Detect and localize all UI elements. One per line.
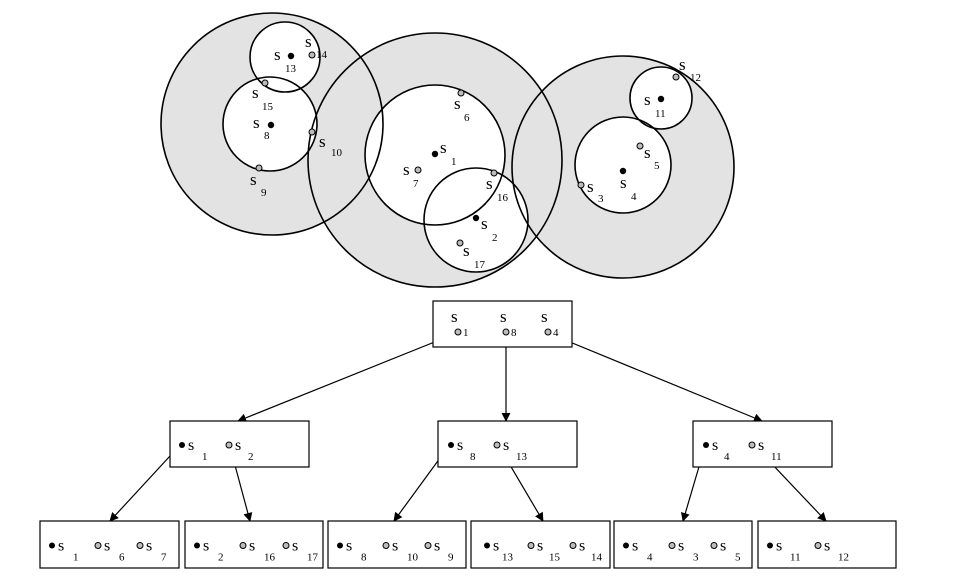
open-point-marker bbox=[262, 80, 268, 86]
node-entry-subscript: 4 bbox=[724, 451, 730, 463]
open-point-marker bbox=[240, 543, 246, 549]
point-label: s bbox=[250, 170, 257, 189]
tree-leaf-L4 bbox=[614, 521, 752, 568]
node-entry-label: s bbox=[503, 437, 510, 454]
tree-root-node bbox=[433, 301, 572, 347]
edge-root-n4 bbox=[548, 333, 762, 421]
point-label: s bbox=[403, 160, 410, 179]
root-entry-label: s bbox=[451, 307, 458, 326]
center-point-marker bbox=[194, 543, 200, 549]
node-entry-label: s bbox=[235, 437, 242, 454]
open-point-marker bbox=[669, 543, 675, 549]
open-point-marker bbox=[455, 329, 461, 335]
point-label: s bbox=[679, 55, 686, 74]
node-entry-label: s bbox=[146, 537, 153, 555]
point-label: s bbox=[252, 83, 259, 102]
point-label: s bbox=[274, 45, 281, 64]
open-point-marker bbox=[494, 442, 500, 448]
node-entry-subscript: 3 bbox=[693, 551, 699, 564]
node-entry-subscript: 2 bbox=[248, 451, 254, 463]
node-entry-subscript: 1 bbox=[73, 551, 79, 564]
node-entry-label: s bbox=[434, 537, 441, 555]
open-point-marker bbox=[256, 165, 262, 171]
point-label-subscript: 2 bbox=[492, 232, 498, 244]
node-entry-subscript: 12 bbox=[838, 551, 849, 564]
node-entry-label: s bbox=[712, 437, 719, 454]
point-label-subscript: 7 bbox=[413, 178, 419, 190]
point-label: s bbox=[644, 90, 651, 109]
center-point-marker bbox=[288, 53, 294, 59]
tree-leaf-L11 bbox=[758, 521, 896, 568]
tree-leaf-L8 bbox=[328, 521, 466, 568]
point-label-subscript: 17 bbox=[474, 259, 485, 271]
node-entry-subscript: 17 bbox=[307, 551, 318, 564]
center-point-marker bbox=[268, 122, 274, 128]
node-entry-subscript: 11 bbox=[790, 551, 801, 564]
open-point-marker bbox=[415, 167, 421, 173]
node-entry-label: s bbox=[579, 537, 586, 555]
center-point-marker bbox=[448, 442, 454, 448]
center-point-marker bbox=[703, 442, 709, 448]
open-point-marker bbox=[383, 543, 389, 549]
point-label: s bbox=[620, 173, 627, 192]
point-label-subscript: 15 bbox=[262, 101, 273, 113]
point-label: s bbox=[440, 138, 447, 157]
open-point-marker bbox=[309, 52, 315, 58]
center-point-marker bbox=[658, 96, 664, 102]
point-label: s bbox=[463, 241, 470, 260]
node-entry-subscript: 4 bbox=[647, 551, 653, 564]
tree-leaf-L2 bbox=[185, 521, 323, 568]
node-entry-subscript: 11 bbox=[771, 451, 782, 463]
open-point-marker bbox=[749, 442, 755, 448]
root-entry-sub: 4 bbox=[553, 327, 559, 339]
node-entry-subscript: 7 bbox=[161, 551, 167, 564]
node-layer bbox=[40, 421, 896, 568]
node-entry-subscript: 5 bbox=[735, 551, 741, 564]
node-entry-label: s bbox=[104, 537, 111, 555]
point-label: s bbox=[319, 132, 326, 151]
point-label-subscript: 14 bbox=[316, 49, 327, 61]
point-label: s bbox=[644, 143, 651, 162]
center-point-marker bbox=[432, 151, 438, 157]
center-point-marker bbox=[484, 543, 490, 549]
node-entry-label: s bbox=[776, 537, 783, 555]
node-entry-subscript: 1 bbox=[202, 451, 208, 463]
open-point-marker bbox=[309, 129, 315, 135]
point-label-subscript: 16 bbox=[497, 192, 508, 204]
node-entry-label: s bbox=[758, 437, 765, 454]
node-entry-label: s bbox=[58, 537, 65, 555]
point-label: s bbox=[454, 94, 461, 113]
open-point-marker bbox=[815, 543, 821, 549]
point-label: s bbox=[305, 32, 312, 51]
point-label-subscript: 6 bbox=[464, 112, 470, 124]
node-entry-subscript: 8 bbox=[470, 451, 476, 463]
ball-diagram bbox=[161, 13, 734, 287]
node-entry-subscript: 10 bbox=[407, 551, 418, 564]
node-entry-subscript: 15 bbox=[549, 551, 560, 564]
open-point-marker bbox=[528, 543, 534, 549]
point-label-subscript: 9 bbox=[261, 187, 267, 199]
tree-node-n8 bbox=[438, 421, 577, 467]
tree-leaf-L13 bbox=[471, 521, 610, 568]
edge-root-n1 bbox=[238, 333, 457, 421]
node-entry-label: s bbox=[457, 437, 464, 454]
node-entry-label: s bbox=[824, 537, 831, 555]
node-entry-label: s bbox=[346, 537, 353, 555]
center-point-marker bbox=[337, 543, 343, 549]
node-entry-subscript: 14 bbox=[591, 551, 602, 564]
point-label: s bbox=[587, 177, 594, 196]
point-label-subscript: 3 bbox=[598, 193, 604, 205]
node-entry-label: s bbox=[537, 537, 544, 555]
node-entry-label: s bbox=[188, 437, 195, 454]
open-point-marker bbox=[578, 182, 584, 188]
point-label-subscript: 1 bbox=[451, 156, 457, 168]
node-entry-subscript: 9 bbox=[448, 551, 454, 564]
node-entry-label: s bbox=[720, 537, 727, 555]
open-point-marker bbox=[673, 74, 679, 80]
center-point-marker bbox=[767, 543, 773, 549]
point-label-subscript: 10 bbox=[331, 147, 342, 159]
root-entry-sub: 1 bbox=[463, 327, 469, 339]
node-entry-label: s bbox=[292, 537, 299, 555]
tree-node-n4 bbox=[693, 421, 832, 467]
root-entry-label: s bbox=[500, 307, 507, 326]
open-point-marker bbox=[283, 543, 289, 549]
point-label-subscript: 13 bbox=[285, 63, 296, 75]
open-point-marker bbox=[570, 543, 576, 549]
node-entry-subscript: 8 bbox=[361, 551, 367, 564]
open-point-marker bbox=[226, 442, 232, 448]
point-label-subscript: 8 bbox=[264, 130, 270, 142]
node-entry-subscript: 6 bbox=[119, 551, 125, 564]
point-label-subscript: 11 bbox=[655, 108, 666, 120]
tree-leaf-L1 bbox=[40, 521, 179, 568]
tree-diagram bbox=[40, 301, 896, 568]
center-point-marker bbox=[473, 215, 479, 221]
center-point-marker bbox=[623, 543, 629, 549]
node-entry-label: s bbox=[493, 537, 500, 555]
open-point-marker bbox=[637, 143, 643, 149]
root-entry-sub: 8 bbox=[511, 327, 517, 339]
node-entry-subscript: 13 bbox=[502, 551, 513, 564]
node-entry-label: s bbox=[249, 537, 256, 555]
center-point-marker bbox=[179, 442, 185, 448]
node-entry-subscript: 2 bbox=[218, 551, 224, 564]
node-entry-subscript: 16 bbox=[264, 551, 275, 564]
center-point-marker bbox=[49, 543, 55, 549]
root-entry-label: s bbox=[541, 307, 548, 326]
open-point-marker bbox=[545, 329, 551, 335]
point-label-subscript: 12 bbox=[690, 72, 701, 84]
open-point-marker bbox=[425, 543, 431, 549]
open-point-marker bbox=[503, 329, 509, 335]
point-label-subscript: 4 bbox=[631, 191, 637, 203]
node-entry-subscript: 13 bbox=[516, 451, 527, 463]
node-entry-label: s bbox=[678, 537, 685, 555]
node-entry-label: s bbox=[632, 537, 639, 555]
point-label: s bbox=[481, 214, 488, 233]
node-entry-label: s bbox=[203, 537, 210, 555]
point-label: s bbox=[486, 174, 493, 193]
tree-node-n1 bbox=[170, 421, 309, 467]
point-label: s bbox=[253, 113, 260, 132]
point-label-subscript: 5 bbox=[654, 160, 660, 172]
node-entry-label: s bbox=[392, 537, 399, 555]
open-point-marker bbox=[137, 543, 143, 549]
open-point-marker bbox=[95, 543, 101, 549]
open-point-marker bbox=[711, 543, 717, 549]
